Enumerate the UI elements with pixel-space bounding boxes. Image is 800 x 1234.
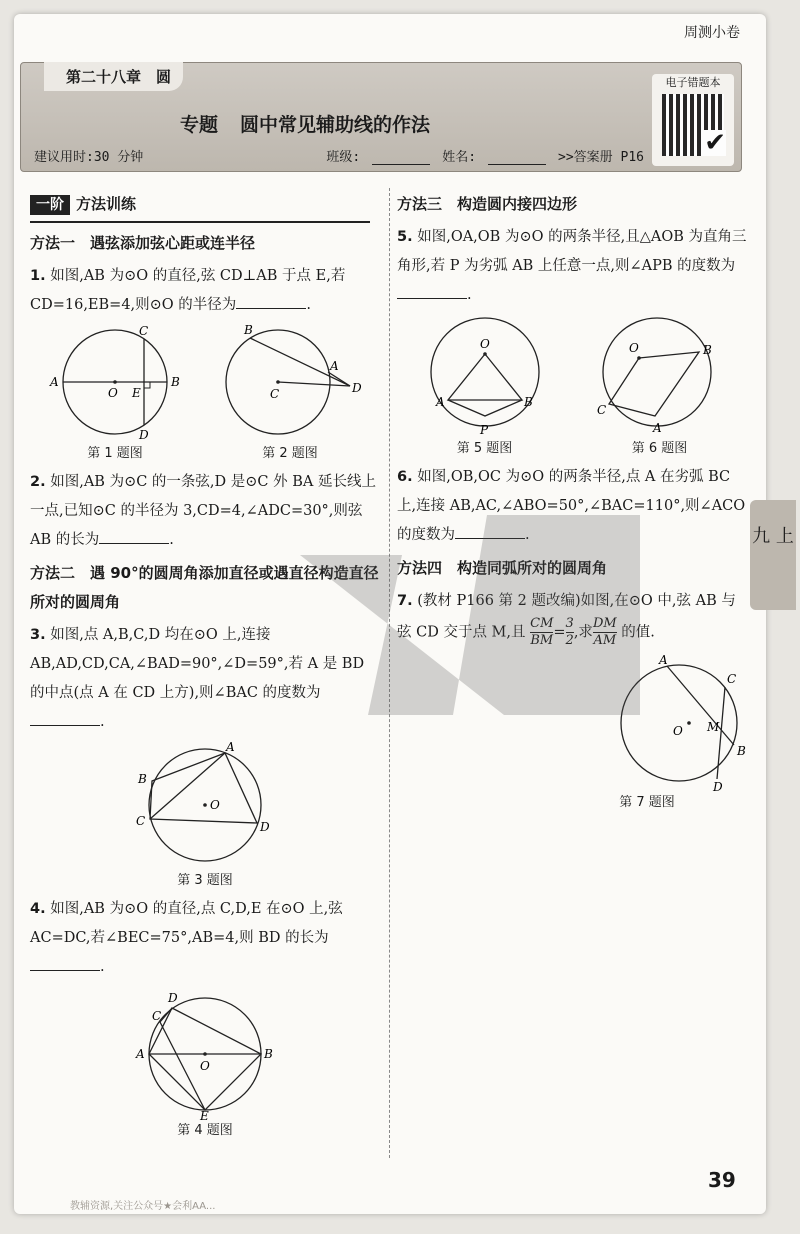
svg-text:A: A xyxy=(226,741,235,754)
svg-text:M: M xyxy=(707,720,720,734)
column-divider xyxy=(389,188,390,1158)
q6-answer-blank[interactable] xyxy=(455,524,525,539)
q7-text-b: ,求 xyxy=(573,624,593,641)
svg-text:D: D xyxy=(352,381,362,395)
svg-text:A: A xyxy=(136,1047,145,1061)
caption-3: 第 3 题图 xyxy=(177,873,233,888)
caption-7: 第 7 题图 xyxy=(619,795,675,810)
side-tab-label: 九 上 xyxy=(752,526,794,547)
left-column xyxy=(30,188,380,1141)
svg-text:C: C xyxy=(270,387,280,401)
svg-text:O: O xyxy=(673,724,683,738)
svg-text:C: C xyxy=(136,814,146,828)
equals-sign: = xyxy=(553,624,566,641)
q5-number: 5. xyxy=(397,229,413,245)
svg-text:A: A xyxy=(659,653,668,667)
name-label: 姓名: xyxy=(442,150,477,165)
frac2-den: 2 xyxy=(565,633,574,648)
question-6: 6. 如图,OB,OC 为⊙O 的两条半径,点 A 在劣弧 BC 上,连接 AB,AC,∠ABO=50°,∠BAC=110°,则∠ACO 的度数为 . xyxy=(397,469,746,543)
svg-text:A: A xyxy=(330,359,339,373)
q4-answer-blank[interactable] xyxy=(30,956,100,971)
svg-text:O: O xyxy=(200,1059,210,1073)
q2-text: 如图,AB 为⊙C 的一条弦,D 是⊙C 外 BA 延长线上一点,已知⊙C 的半径为 3,CD=4,∠ADC=30°,则弦 AB 的长为 xyxy=(30,474,376,548)
q6-text: 如图,OB,OC 为⊙O 的两条半径,点 A 在劣弧 BC 上,连接 AB,AC,∠ABO=50°,∠BAC=110°,则∠ACO 的度数为 xyxy=(397,469,746,543)
q4-number: 4. xyxy=(30,901,46,917)
svg-text:E: E xyxy=(132,386,141,400)
q7-text-a: (教材 P166 第 2 题改编)如图,在⊙O 中,弦 AB 与弦 CD 交于点 M,且 xyxy=(397,593,736,641)
q2-number: 2. xyxy=(30,474,46,490)
figure-1 xyxy=(40,324,190,444)
q7-text-c: 的值. xyxy=(621,624,655,641)
method-3: 方法三 构造圆内接四边形 xyxy=(397,195,578,213)
question-7 xyxy=(397,587,747,649)
page-number: 39 xyxy=(708,1168,736,1192)
check-icon: ✔ xyxy=(704,128,726,158)
level-title: 方法训练 xyxy=(76,195,137,213)
svg-text:B: B xyxy=(702,343,712,357)
svg-text:O: O xyxy=(108,386,118,400)
grade-side-tab xyxy=(750,500,796,610)
answer-ref: >>答案册 P16 xyxy=(558,150,644,165)
q3-answer-blank[interactable] xyxy=(30,711,100,726)
q2-answer-blank[interactable] xyxy=(99,529,169,544)
question-3: 3. 如图,点 A,B,C,D 均在⊙O 上,连接 AB,AD,CD,CA,∠BAD=90°,∠D=59°,若 A 是 BD 的中点(点 A 在 CD 上方),则∠BAC 的度数为. xyxy=(30,627,365,730)
q5-answer-blank[interactable] xyxy=(397,284,467,299)
q1-answer-blank[interactable] xyxy=(236,294,306,309)
fraction-3-2 xyxy=(566,616,574,649)
figure-6 xyxy=(585,314,735,439)
q3-number: 3. xyxy=(30,627,46,643)
name-blank[interactable] xyxy=(488,146,546,165)
frac3-den: AM xyxy=(593,633,617,648)
caption-4: 第 4 题图 xyxy=(177,1123,233,1138)
q7-number: 7. xyxy=(397,593,413,609)
class-label: 班级: xyxy=(326,150,361,165)
booklet-tag: 周测小卷 xyxy=(684,25,740,41)
method-4: 方法四 构造同弧所对的圆周角 xyxy=(397,559,608,577)
fraction-dm-am xyxy=(593,616,617,649)
svg-text:B: B xyxy=(523,395,533,409)
qr-code-icon xyxy=(662,94,724,156)
frac1-num: CM xyxy=(530,616,554,631)
class-blank[interactable] xyxy=(372,146,430,165)
q1-number: 1. xyxy=(30,268,46,284)
svg-text:B: B xyxy=(264,1047,273,1061)
level-underline xyxy=(30,221,370,223)
title-text: 圆中常见辅助线的作法 xyxy=(240,114,431,136)
time-hint: 建议用时:30 分钟 xyxy=(34,150,144,165)
footer-note: 教辅资源,关注公众号★会利AA... xyxy=(70,1201,216,1212)
figure-4 xyxy=(130,986,280,1121)
svg-text:B: B xyxy=(138,772,147,786)
caption-1: 第 1 题图 xyxy=(87,446,143,461)
frac2-num: 3 xyxy=(565,616,574,631)
svg-text:C: C xyxy=(139,324,149,338)
caption-6: 第 6 题图 xyxy=(631,441,688,456)
figure-3 xyxy=(120,741,290,871)
q4-text: 如图,AB 为⊙O 的直径,点 C,D,E 在⊙O 上,弦 AC=DC,若∠BEC=75°,AB=4,则 BD 的长为 xyxy=(30,901,343,946)
q5-text: 如图,OA,OB 为⊙O 的两条半径,且△AOB 为直角三角形,若 P 为劣弧 AB 上任意一点,则∠APB 的度数为 xyxy=(397,229,747,274)
svg-text:A: A xyxy=(50,375,59,389)
question-4: 4. 如图,AB 为⊙O 的直径,点 C,D,E 在⊙O 上,弦 AC=DC,若∠BEC=75°,AB=4,则 BD 的长为. xyxy=(30,901,343,975)
svg-text:C: C xyxy=(596,403,606,417)
frac3-num: DM xyxy=(592,616,617,631)
caption-5: 第 5 题图 xyxy=(456,441,513,456)
info-row xyxy=(34,146,644,165)
right-column xyxy=(397,188,747,813)
svg-text:A: A xyxy=(652,421,662,435)
figure-5 xyxy=(410,314,560,439)
fraction-cm-bm xyxy=(530,616,553,649)
svg-text:E: E xyxy=(200,1109,209,1121)
svg-text:O: O xyxy=(628,341,639,355)
figure-2 xyxy=(210,324,370,444)
figure-7 xyxy=(607,653,767,793)
svg-text:A: A xyxy=(435,395,445,409)
q6-number: 6. xyxy=(397,469,413,485)
svg-text:D: D xyxy=(713,780,723,793)
svg-text:P: P xyxy=(479,423,488,437)
question-1: 1. 如图,AB 为⊙O 的直径,弦 CD⊥AB 于点 E,若 CD=16,EB=4,则⊙O 的半径为 . xyxy=(30,268,346,313)
qr-label: 电子错题本 xyxy=(665,76,721,89)
level-badge: 一阶 xyxy=(30,195,70,215)
caption-2: 第 2 题图 xyxy=(262,446,318,461)
svg-text:O: O xyxy=(210,798,220,812)
method-2: 方法二 遇 90°的圆周角添加直径或遇直径构造直径所对的圆周角 xyxy=(30,564,379,611)
fig-row-1-2 xyxy=(30,324,380,464)
svg-text:C: C xyxy=(152,1009,162,1023)
page-title xyxy=(180,110,430,137)
frac1-den: BM xyxy=(530,633,554,648)
method-1: 方法一 遇弦添加弦心距或连半径 xyxy=(30,234,256,252)
fig-row-5-6 xyxy=(397,314,747,459)
svg-text:C: C xyxy=(727,672,737,686)
q1-text: 如图,AB 为⊙O 的直径,弦 CD⊥AB 于点 E,若 CD=16,EB=4,则⊙O 的半径为 xyxy=(30,268,346,313)
chapter-label: 第二十八章 圆 xyxy=(44,62,183,91)
question-5: 5. 如图,OA,OB 为⊙O 的两条半径,且△AOB 为直角三角形,若 P 为劣弧 AB 上任意一点,则∠APB 的度数为. xyxy=(397,229,747,303)
svg-text:B: B xyxy=(244,324,253,337)
svg-text:O: O xyxy=(479,337,490,351)
question-2: 2. 如图,AB 为⊙C 的一条弦,D 是⊙C 外 BA 延长线上一点,已知⊙C 的半径为 3,CD=4,∠ADC=30°,则弦 AB 的长为 . xyxy=(30,474,376,548)
qr-panel[interactable] xyxy=(652,74,734,166)
svg-text:D: D xyxy=(168,991,178,1005)
q3-text: 如图,点 A,B,C,D 均在⊙O 上,连接 AB,AD,CD,CA,∠BAD=90°,∠D=59°,若 A 是 BD 的中点(点 A 在 CD 上方),则∠BAC 的度数为 xyxy=(30,627,365,701)
svg-text:B: B xyxy=(171,375,180,389)
svg-text:D: D xyxy=(139,428,149,442)
svg-text:D: D xyxy=(260,820,270,834)
svg-text:B: B xyxy=(737,744,746,758)
topic-label: 专题 xyxy=(180,114,219,136)
